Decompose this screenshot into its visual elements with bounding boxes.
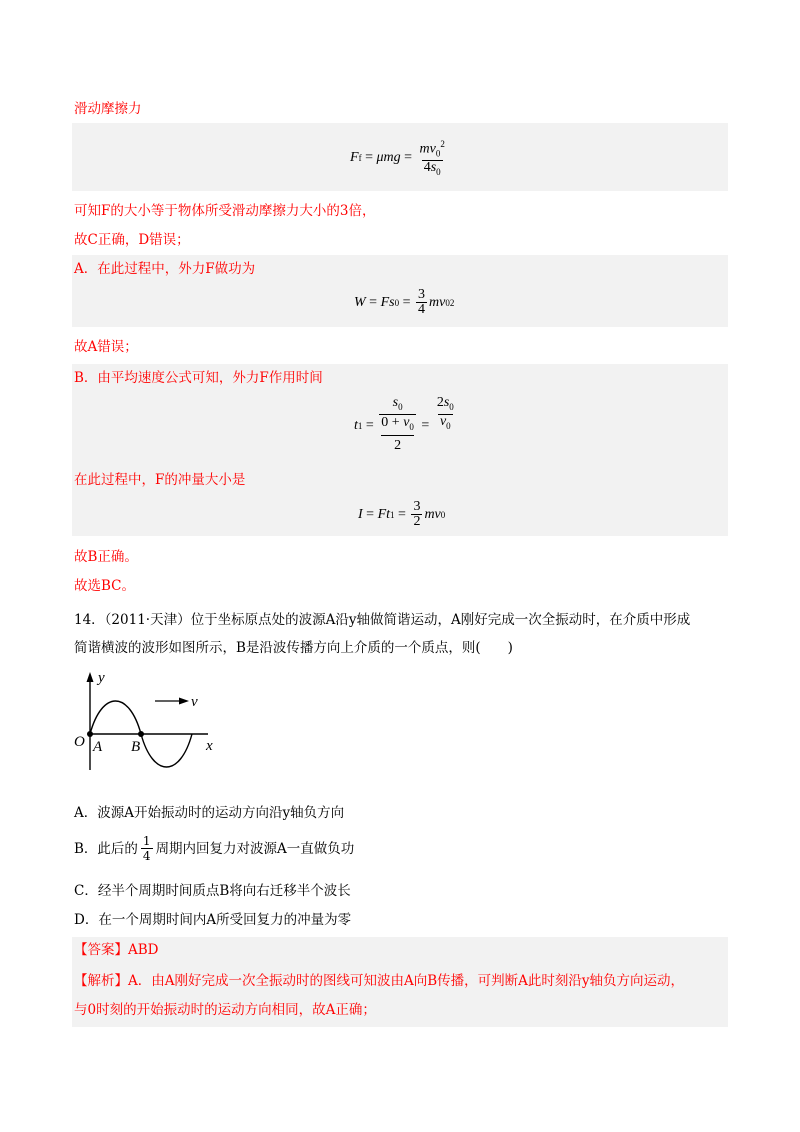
analysis-tag: 【解析】 bbox=[74, 973, 128, 989]
option-b-prefix: B．此后的 bbox=[74, 840, 138, 857]
x-axis-label: x bbox=[206, 738, 213, 754]
formula-impulse: I = Ft 1 = $\frac{3}{2}$ mv 0 bbox=[358, 499, 446, 529]
point-b-label: B bbox=[131, 739, 141, 755]
answer-value: ABD bbox=[128, 942, 159, 958]
answer-line bbox=[74, 940, 159, 960]
velocity-label: v bbox=[191, 694, 198, 710]
origin-label: O bbox=[74, 734, 85, 750]
text-line: 故选BC。 bbox=[74, 578, 136, 594]
option-b bbox=[74, 834, 354, 863]
formula-time: t 1 = $s_0$ $0 + v_0$ 2 = $\frac{2s_0}{v_0}$ bbox=[354, 396, 458, 456]
analysis-text: A．由A刚好完成一次全振动时的图线可知波由A向B传播，可判断A此时刻沿y轴负方向运动， bbox=[128, 973, 685, 989]
text-line: 在此过程中，F的冲量大小是 bbox=[74, 472, 246, 488]
option-b-num: 1 bbox=[142, 834, 151, 848]
analysis-line bbox=[74, 971, 684, 991]
text-line: 可知F的大小等于物体所受滑动摩擦力大小的3倍， bbox=[74, 203, 376, 219]
option-a: A．波源A开始振动时的运动方向沿y轴负方向 bbox=[74, 805, 345, 821]
point-a-label: A bbox=[93, 739, 103, 755]
analysis-line-2: 与0时刻的开始振动时的运动方向相同，故A正确； bbox=[74, 1002, 376, 1018]
text-line: 故A错误； bbox=[74, 339, 138, 355]
option-b-den: 4 bbox=[142, 849, 151, 863]
question-stem: 简谐横波的波形如图所示，B是沿波传播方向上介质的一个质点，则( ) bbox=[74, 640, 513, 656]
text-line: A．在此过程中，外力F做功为 bbox=[74, 261, 256, 277]
answer-box bbox=[72, 937, 728, 967]
text-line: 滑动摩擦力 bbox=[74, 101, 142, 117]
option-b-suffix: 周期内回复力对波源A一直做负功 bbox=[155, 840, 355, 857]
text-line: B．由平均速度公式可知，外力F作用时间 bbox=[74, 370, 323, 386]
option-d: D．在一个周期时间内A所受回复力的冲量为零 bbox=[74, 912, 352, 928]
option-c: C．经半个周期时间质点B将向右迁移半个波长 bbox=[74, 883, 351, 899]
wave-figure bbox=[72, 668, 222, 778]
answer-tag: 【答案】 bbox=[74, 942, 128, 958]
y-axis-label: y bbox=[98, 670, 105, 686]
text-line: 故B正确。 bbox=[74, 549, 138, 565]
option-b-fraction bbox=[141, 834, 153, 863]
formula-friction: F f = μmg = $\frac{mv_0^2}{4s_0}$ bbox=[350, 139, 445, 178]
question-stem: 14．（2011·天津）位于坐标原点处的波源A沿y轴做简谐运动，A刚好完成一次全振动时，在介质中形成 bbox=[74, 612, 691, 628]
text-line: 故C正确，D错误； bbox=[74, 232, 190, 248]
formula-work: W = Fs 0 = $\frac{3}{4}$ mv 0 2 bbox=[354, 287, 455, 317]
